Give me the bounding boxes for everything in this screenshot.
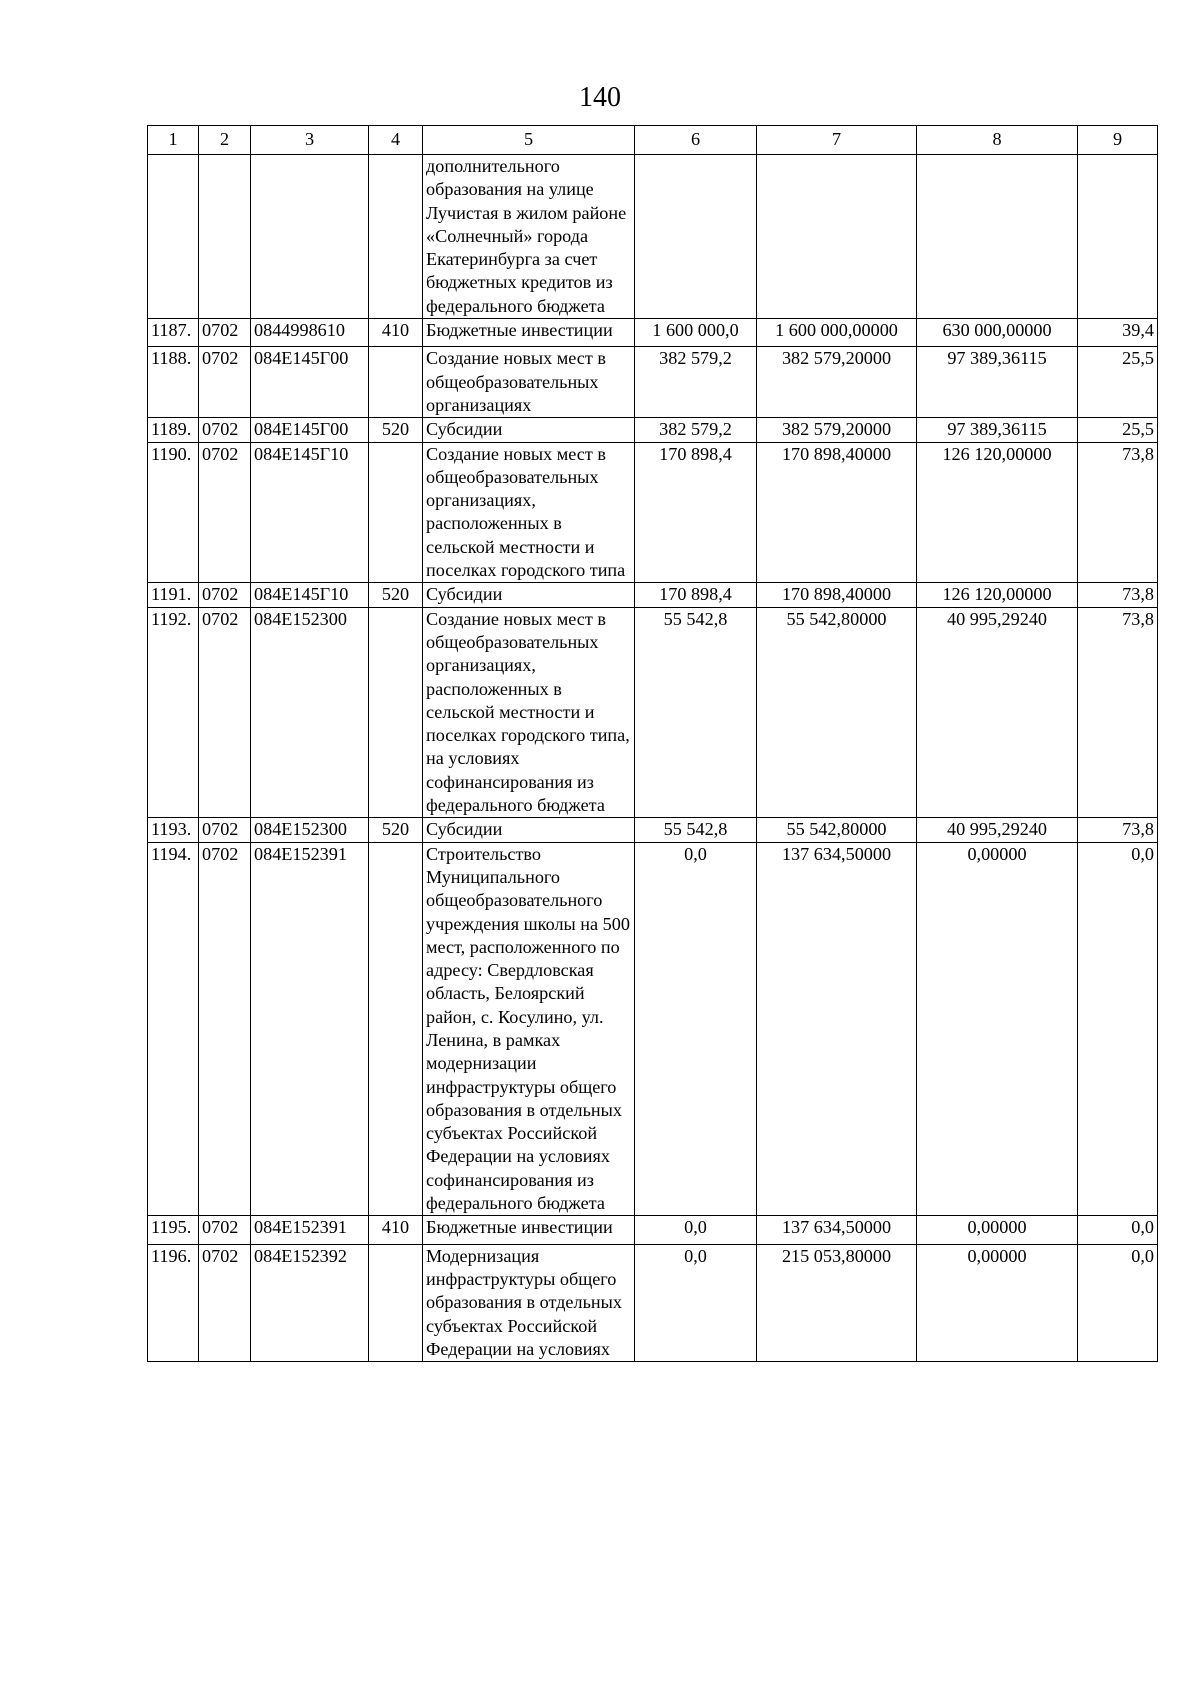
- value-col6-cell: [635, 155, 757, 319]
- row-number-cell: 1190.: [148, 442, 199, 583]
- section-cell: 0702: [199, 319, 251, 347]
- name-cell: Бюджетные инвестиции: [423, 1216, 635, 1244]
- row-number-cell: 1196.: [148, 1244, 199, 1361]
- target-code-cell: 084E152391: [251, 1216, 369, 1244]
- expense-type-cell: [369, 442, 423, 583]
- target-code-cell: 084E152300: [251, 607, 369, 818]
- column-header: 5: [423, 126, 635, 155]
- row-number-cell: 1193.: [148, 818, 199, 842]
- value-col9-cell: 73,8: [1078, 607, 1158, 818]
- header-row: [148, 126, 1158, 155]
- value-col8-cell: 630 000,00000: [917, 319, 1078, 347]
- value-col8-cell: [917, 155, 1078, 319]
- table-row: [148, 319, 1158, 347]
- value-col6-cell: 382 579,2: [635, 418, 757, 442]
- target-code-cell: 084E145Г10: [251, 442, 369, 583]
- value-col9-cell: 25,5: [1078, 418, 1158, 442]
- value-col8-cell: 126 120,00000: [917, 442, 1078, 583]
- target-code-cell: 084E145Г10: [251, 583, 369, 607]
- value-col9-cell: 73,8: [1078, 442, 1158, 583]
- name-cell: Создание новых мест в общеобразовательных организациях: [423, 347, 635, 418]
- target-code-cell: 084E145Г00: [251, 347, 369, 418]
- value-col6-cell: 1 600 000,0: [635, 319, 757, 347]
- value-col6-cell: 170 898,4: [635, 442, 757, 583]
- table-row: [148, 842, 1158, 1216]
- value-col7-cell: 215 053,80000: [757, 1244, 917, 1361]
- column-header: 6: [635, 126, 757, 155]
- value-col7-cell: 170 898,40000: [757, 583, 917, 607]
- section-cell: 0702: [199, 842, 251, 1216]
- value-col6-cell: 0,0: [635, 1244, 757, 1361]
- section-cell: [199, 155, 251, 319]
- section-cell: 0702: [199, 347, 251, 418]
- section-cell: 0702: [199, 1216, 251, 1244]
- table-row: [148, 583, 1158, 607]
- row-number-cell: 1194.: [148, 842, 199, 1216]
- section-cell: 0702: [199, 583, 251, 607]
- expense-type-cell: 410: [369, 319, 423, 347]
- budget-table: [147, 125, 1158, 1362]
- column-header: 3: [251, 126, 369, 155]
- value-col7-cell: 137 634,50000: [757, 1216, 917, 1244]
- value-col8-cell: 126 120,00000: [917, 583, 1078, 607]
- expense-type-cell: [369, 347, 423, 418]
- target-code-cell: 084E152300: [251, 818, 369, 842]
- name-cell: Создание новых мест в общеобразовательных организациях, расположенных в сельской местности и поселках городского типа: [423, 442, 635, 583]
- table-row: [148, 1216, 1158, 1244]
- name-cell: Бюджетные инвестиции: [423, 319, 635, 347]
- value-col9-cell: 0,0: [1078, 842, 1158, 1216]
- value-col9-cell: 0,0: [1078, 1216, 1158, 1244]
- expense-type-cell: [369, 155, 423, 319]
- row-number-cell: 1191.: [148, 583, 199, 607]
- page-number: 140: [579, 82, 621, 113]
- row-number-cell: 1195.: [148, 1216, 199, 1244]
- row-number-cell: 1192.: [148, 607, 199, 818]
- value-col6-cell: 0,0: [635, 1216, 757, 1244]
- expense-type-cell: 410: [369, 1216, 423, 1244]
- table-row: [148, 347, 1158, 418]
- name-cell: Субсидии: [423, 818, 635, 842]
- value-col9-cell: 73,8: [1078, 583, 1158, 607]
- name-cell: Создание новых мест в общеобразовательных организациях, расположенных в сельской местности и поселках городского типа, на условиях софинансирования из федерального бюджета: [423, 607, 635, 818]
- target-code-cell: [251, 155, 369, 319]
- expense-type-cell: 520: [369, 818, 423, 842]
- column-header: 7: [757, 126, 917, 155]
- value-col8-cell: 0,00000: [917, 1216, 1078, 1244]
- expense-type-cell: [369, 842, 423, 1216]
- column-header: 9: [1078, 126, 1158, 155]
- column-header: 4: [369, 126, 423, 155]
- value-col7-cell: 137 634,50000: [757, 842, 917, 1216]
- section-cell: 0702: [199, 1244, 251, 1361]
- table-row: [148, 1244, 1158, 1361]
- value-col9-cell: 73,8: [1078, 818, 1158, 842]
- value-col8-cell: 0,00000: [917, 842, 1078, 1216]
- row-number-cell: 1188.: [148, 347, 199, 418]
- value-col7-cell: 382 579,20000: [757, 418, 917, 442]
- expense-type-cell: 520: [369, 583, 423, 607]
- table-row: [148, 818, 1158, 842]
- expense-type-cell: 520: [369, 418, 423, 442]
- section-cell: 0702: [199, 818, 251, 842]
- value-col7-cell: 55 542,80000: [757, 607, 917, 818]
- value-col8-cell: 97 389,36115: [917, 418, 1078, 442]
- value-col9-cell: 0,0: [1078, 1244, 1158, 1361]
- value-col7-cell: [757, 155, 917, 319]
- target-code-cell: 084E145Г00: [251, 418, 369, 442]
- value-col8-cell: 40 995,29240: [917, 607, 1078, 818]
- value-col6-cell: 170 898,4: [635, 583, 757, 607]
- value-col9-cell: [1078, 155, 1158, 319]
- table-row: [148, 607, 1158, 818]
- table-row: [148, 155, 1158, 319]
- value-col7-cell: 382 579,20000: [757, 347, 917, 418]
- value-col7-cell: 55 542,80000: [757, 818, 917, 842]
- value-col9-cell: 25,5: [1078, 347, 1158, 418]
- section-cell: 0702: [199, 607, 251, 818]
- expense-type-cell: [369, 607, 423, 818]
- value-col8-cell: 40 995,29240: [917, 818, 1078, 842]
- target-code-cell: 084E152392: [251, 1244, 369, 1361]
- target-code-cell: 084E152391: [251, 842, 369, 1216]
- table-row: [148, 442, 1158, 583]
- row-number-cell: 1187.: [148, 319, 199, 347]
- value-col6-cell: 55 542,8: [635, 607, 757, 818]
- column-header: 1: [148, 126, 199, 155]
- name-cell: Субсидии: [423, 583, 635, 607]
- name-cell: дополнительного образования на улице Лучистая в жилом районе «Солнечный» города Екатеринбурга за счет бюджетных кредитов из федерального бюджета: [423, 155, 635, 319]
- row-number-cell: [148, 155, 199, 319]
- value-col6-cell: 0,0: [635, 842, 757, 1216]
- value-col6-cell: 382 579,2: [635, 347, 757, 418]
- section-cell: 0702: [199, 418, 251, 442]
- value-col9-cell: 39,4: [1078, 319, 1158, 347]
- value-col8-cell: 0,00000: [917, 1244, 1078, 1361]
- value-col6-cell: 55 542,8: [635, 818, 757, 842]
- row-number-cell: 1189.: [148, 418, 199, 442]
- value-col7-cell: 1 600 000,00000: [757, 319, 917, 347]
- name-cell: Субсидии: [423, 418, 635, 442]
- name-cell: Строительство Муниципального общеобразовательного учреждения школы на 500 мест, расположенного по адресу: Свердловская область, Белоярский район, с. Косулино, ул. Ленина, в рамках модернизации инфраструктуры общего образования в отдельных субъектах Российской Федерации на условиях софинансирования из федерального бюджета: [423, 842, 635, 1216]
- column-header: 2: [199, 126, 251, 155]
- column-header: 8: [917, 126, 1078, 155]
- section-cell: 0702: [199, 442, 251, 583]
- value-col7-cell: 170 898,40000: [757, 442, 917, 583]
- value-col8-cell: 97 389,36115: [917, 347, 1078, 418]
- name-cell: Модернизация инфраструктуры общего образования в отдельных субъектах Российской Федерации на условиях: [423, 1244, 635, 1361]
- target-code-cell: 0844998610: [251, 319, 369, 347]
- expense-type-cell: [369, 1244, 423, 1361]
- table-row: [148, 418, 1158, 442]
